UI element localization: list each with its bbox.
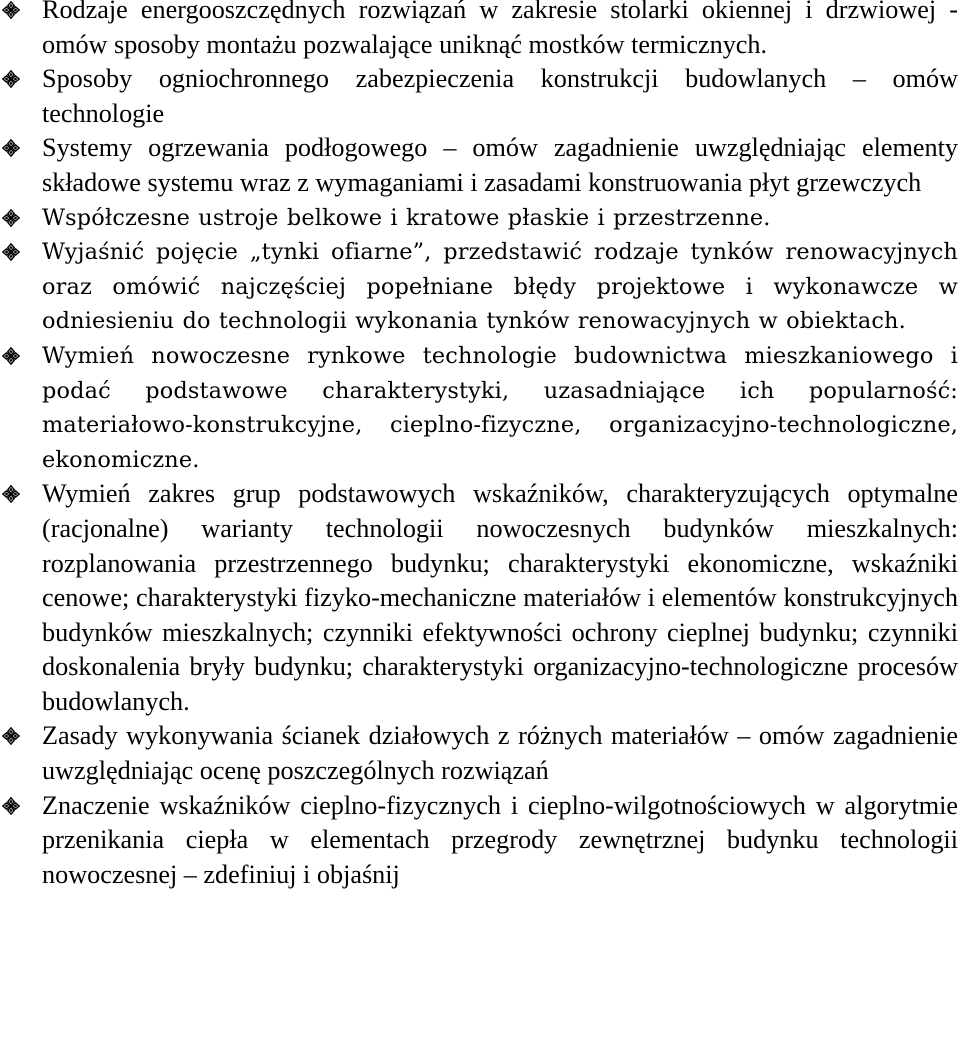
list-item	[0, 789, 960, 893]
list-item-text: Wymień nowoczesne rynkowe technologie budownictwa mieszkaniowego i podać podstawowe charakterystyki, uzasadniające ich popularność: materiałowo-konstrukcyjne, cieplno-fizyczne, organizacyjno-technologiczne, ekonomiczne.	[42, 342, 958, 473]
list-item	[0, 477, 960, 719]
list-item-text: Zasady wykonywania ścianek działowych z różnych materiałów – omów zagadnienie uwzględniając ocenę poszczególnych rozwiązań	[42, 721, 958, 786]
four-diamond-bullet-icon	[2, 797, 20, 815]
four-diamond-bullet-icon	[2, 485, 20, 503]
four-diamond-bullet-icon	[2, 70, 20, 88]
four-diamond-bullet-icon	[2, 347, 20, 365]
list-item	[0, 339, 960, 477]
list-item-text: Systemy ogrzewania podłogowego – omów zagadnienie uwzględniając elementy składowe systemu wraz z wymaganiami i zasadami konstruowania płyt grzewczych	[42, 133, 958, 197]
list-item-text: Rodzaje energooszczędnych rozwiązań w zakresie stolarki okiennej i drzwiowej - omów sposoby montażu pozwalające uniknąć mostków termicznych.	[42, 0, 958, 59]
list-item	[0, 719, 960, 788]
four-diamond-bullet-icon	[2, 209, 20, 227]
four-diamond-bullet-icon	[2, 139, 20, 157]
four-diamond-bullet-icon	[2, 1, 20, 19]
four-diamond-bullet-icon	[2, 727, 20, 745]
list-item-text: Współczesne ustroje belkowe i kratowe płaskie i przestrzenne.	[42, 204, 771, 231]
list-item-text: Wymień zakres grup podstawowych wskaźników, charakteryzujących optymalne (racjonalne) warianty technologii nowoczesnych budynków mieszkalnych: rozplanowania przestrzennego budynku; charakterystyki ekonomiczne, wskaźniki cenowe; charakterystyki fizyko-mechaniczne materiałów i elementów konstrukcyjnych budynków mieszkalnych; czynniki efektywności ochrony cieplnej budynku; czynniki doskonalenia bryły budynku; charakterystyki organizacyjno-technologiczne procesów budowlanych.	[42, 479, 958, 716]
list-item	[0, 0, 960, 62]
list-item	[0, 131, 960, 200]
list-item	[0, 235, 960, 339]
list-item-text: Znaczenie wskaźników cieplno-fizycznych i cieplno-wilgotnościowych w algorytmie przenikania ciepła w elementach przegrody zewnętrznej budynku technologii nowoczesnej – zdefiniuj i objaśnij	[42, 790, 958, 889]
list-item-text: Sposoby ogniochronnego zabezpieczenia konstrukcji budowlanych – omów technologie	[42, 64, 958, 128]
four-diamond-bullet-icon	[2, 243, 20, 261]
list-item	[0, 62, 960, 131]
list-item	[0, 201, 960, 236]
list-item-text: Wyjaśnić pojęcie „tynki ofiarne”, przedstawić rodzaje tynków renowacyjnych oraz omówić najczęściej popełniane błędy projektowe i wykonawcze w odniesieniu do technologii wykonania tynków renowacyjnych w obiektach.	[42, 239, 958, 335]
